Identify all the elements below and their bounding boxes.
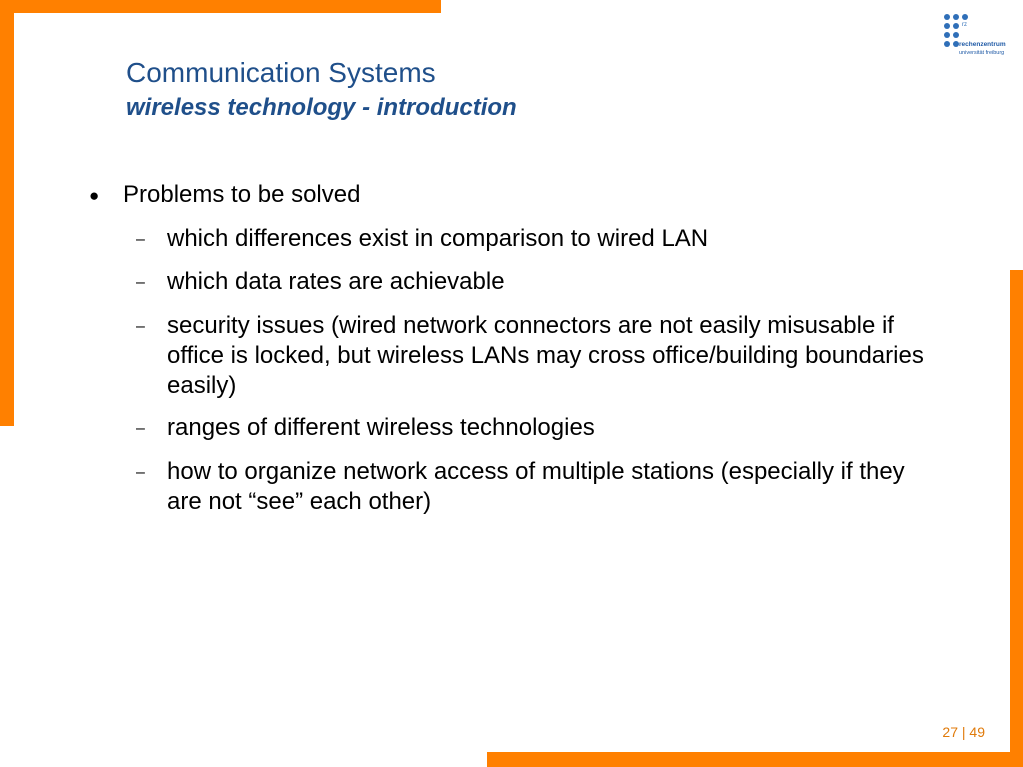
sub-item-text: security issues (wired network connectors are not easily misusable if office is locked, but wireless LANs may cross office/building boundaries easily) [167,312,924,399]
dash-icon: – [136,274,145,291]
dash-icon: – [136,464,145,481]
right-accent-bar [1010,270,1023,767]
dash-icon: – [136,420,145,437]
dash-icon: – [136,318,145,335]
left-accent-bar [0,0,14,426]
logo-text [959,41,1006,57]
sub-item-text: which data rates are achievable [167,268,505,295]
rechenzentrum-logo [940,14,1010,64]
logo-line2: universität freiburg [959,50,1005,56]
total-pages: 49 [969,724,985,740]
current-page: 27 [942,724,958,740]
slide-subtitle: wireless technology - introduction [126,94,517,121]
logo-mark: rz [962,22,967,28]
page-number [942,723,985,741]
logo-line1: rechenzentrum [959,41,1006,48]
bullet-text: Problems to be solved [123,181,361,208]
slide-title: Communication Systems [126,57,436,88]
page-separator: | [961,724,966,740]
sub-item-text: how to organize network access of multiple stations (especially if they are not “see” each other) [167,458,905,515]
top-accent-bar [0,0,441,13]
bottom-accent-bar [487,752,1023,767]
dash-icon: – [136,231,145,248]
bullet-icon: ● [89,186,100,205]
sub-item-text: which differences exist in comparison to wired LAN [167,225,709,252]
sub-item-text: ranges of different wireless technologies [167,414,595,441]
